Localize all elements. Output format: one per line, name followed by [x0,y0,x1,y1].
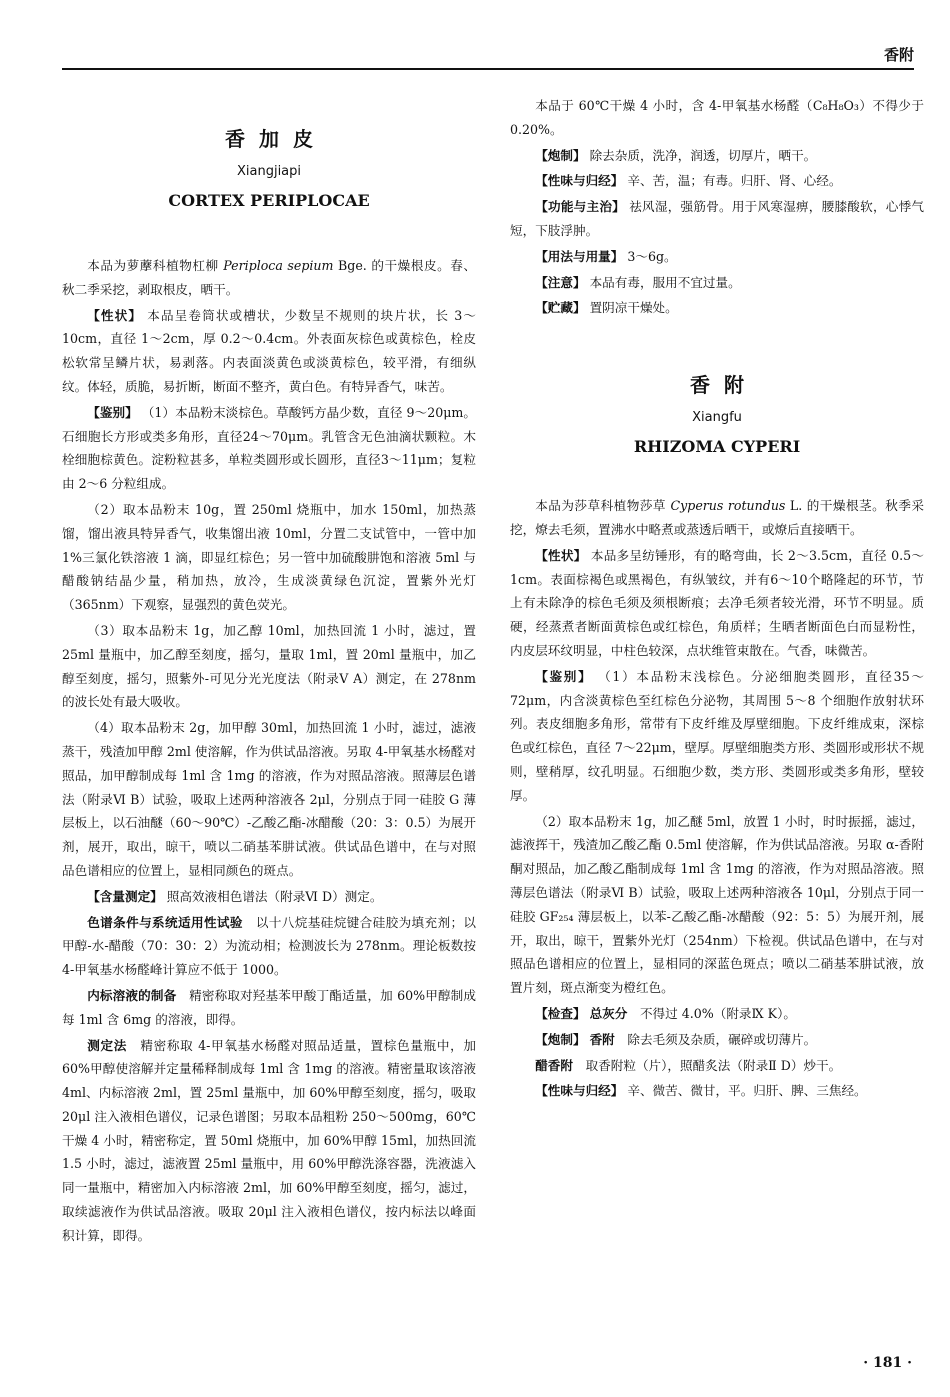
internal-standard-paragraph: 内标溶液的制备 精密称取对羟基苯甲酸丁酯适量，加 60%甲醇制成每 1ml 含 6mg 的溶液，即得。 [62,987,477,1027]
identification-paragraph: （2）取本品粉末 1g，加乙醚 5ml，放置 1 小时，时时振摇，滤过，滤液挥干，残渣加乙酸乙酯 0.5ml 使溶解，作为供试品溶液。另取 α-香附酮对照品，加乙酸乙酯制成每 1ml 含 1mg 的溶液，作为对照品溶液。照薄层色谱法（附录Ⅵ B）试验，吸取上述两种溶液各 10μl，分别点于同一硅胶 GF₂₅₄ 薄层板上，以苯-乙酸乙酯-冰醋酸（92：5：5）为展开剂，展开，取出，晾干，置紫外光灯（254nm）下检视。供试品色谱中，在与对照品色谱相应的位置上，显相同的深蓝色斑点；喷以二硝基苯肼试液，放置片刻，斑点渐变为橙红色。 [510,813,924,996]
running-header: 香附 [883,46,914,64]
chromatography-paragraph: 色谱条件与系统适用性试验 以十八烷基硅烷键合硅胶为填充剂；以甲醇-水-醋酸（70：30：2）为流动相；检测波长为 278nm。理论板数按 4-甲氧基水杨醛峰计算应不低于 1000。 [62,914,477,978]
nature-paragraph: 【性味与归经】 辛、苦，温；有毒。归肝、肾、心经。 [535,173,842,189]
monograph-heading [510,370,924,458]
procedure-paragraph: 测定法 精密称取 4-甲氧基水杨醛对照品适量，置棕色量瓶中，加 60%甲醇使溶解并定量稀释制成每 1ml 含 1mg 的溶液。精密量取该溶液 4ml、内标溶液 2ml，置 25ml 量瓶中，加 60%甲醇至刻度，摇匀，吸取 20μl 注入液相色谱仪，记录色谱图；另取本品粗粉 250～500mg，60℃干燥 4 小时，精密称定，置 50ml 烧瓶中，加 60%甲醇 15ml，加热回流 1.5 小时，滤过，滤液置 25ml 量瓶中，用 60%甲醇洗涤容器，洗液滤入同一量瓶中，精密加入内标溶液 2ml，加 60%甲醇至刻度，摇匀，滤过，取续滤液作为供试品溶液。吸取 20μl 注入液相色谱仪，按内标法以峰面积计算，即得。 [62,1037,476,1243]
monograph-latin-name: RHIZOMA CYPERI [633,437,801,457]
intro-paragraph: 本品为莎草科植物莎草 Cyperus rotundus L. 的干燥根茎。秋季采挖，燎去毛须，置沸水中略煮或蒸透后晒干，或燎后直接晒干。 [510,498,924,537]
identification-paragraph: 【鉴别】 （1）本品粉末浅棕色。分泌细胞类圆形，直径35～72μm，内含淡黄棕色至红棕色分泌物，其周围 5～8 个细胞作放射状环列。表皮细胞多角形，常带有下皮纤维及厚壁细胞。下皮纤维成束，深棕色或红棕色，直径 7～22μm，壁厚。厚壁细胞类方形、类圆形或形状不规则，壁稍厚，纹孔明显。石细胞少数，类方形、类圆形或类多角形，壁较厚。 [510,668,925,803]
description-paragraph: 【性状】 本品呈卷筒状或槽状，少数呈不规则的块片状，长 3～10cm，直径 1～2cm，厚 0.2～0.4cm。外表面灰棕色或黄棕色，栓皮松软常呈鳞片状，易剥落。内表面淡黄色或淡黄棕色，较平滑，有细纵纹。体轻，质脆，易折断，断面不整齐，黄白色。有特异香气，味苦。 [62,307,476,394]
monograph-title-cn: 香加皮 [225,127,327,151]
monograph-pinyin: Xiangfu [692,410,742,426]
page-number: · 181 · [863,1355,912,1371]
nature-paragraph: 【性味与归经】 辛、微苦、微甘，平。归肝、脾、三焦经。 [535,1083,867,1099]
left-column [62,124,476,1250]
identification-paragraph: （4）取本品粉末 2g，加甲醇 30ml，加热回流 1 小时，滤过，滤液蒸干，残渣加甲醇 2ml 使溶解，作为供试品溶液。另取 4-甲氧基水杨醛对照品，加甲醇制成每 1ml 含 1mg 的溶液，作为对照品溶液。照薄层色谱法（附录Ⅵ B）试验，吸取上述两种溶液各 2μl，分别点于同一硅胶 G 薄层板上，以石油醚（60～90℃）-乙酸乙酯-冰醋酸（20：3：0.5）为展开剂，展开，取出，晾干，喷以二硝基苯肼试液。供试品色谱中，在与对照品色谱相应的位置上，显相同颜色的斑点。 [62,720,476,878]
inspection-paragraph: 【检查】 总灰分 不得过 4.0%（附录Ⅸ K）。 [535,1005,796,1021]
storage-paragraph: 【贮藏】 置阴凉干燥处。 [535,300,678,316]
identification-paragraph: （2）取本品粉末 10g，置 250ml 烧瓶中，加水 150ml，加热蒸馏，馏出液具特异香气，收集馏出液 10ml，分置二支试管中，一管中加 1%三氯化铁溶液 1 滴，即显红棕色；另一管中加硫酸肼饱和溶液 5ml 与醋酸钠结晶少量，稍加热，放冷，生成淡黄绿色沉淀，置紫外光灯（365nm）下观察，显强烈的黄色荧光。 [62,501,476,613]
processing-paragraph: 【炮制】 香附 除去毛须及杂质，碾碎或切薄片。 [535,1031,817,1047]
processing-paragraph: 【炮制】 除去杂质，洗净，润透，切厚片，晒干。 [535,147,817,163]
assay-paragraph: 【含量测定】 照高效液相色谱法（附录Ⅵ D）测定。 [87,888,383,904]
vinegar-processing-paragraph: 醋香附 取香附粒（片），照醋炙法（附录Ⅱ D）炒干。 [535,1057,842,1073]
assay-limit-paragraph: 本品于 60℃干燥 4 小时，含 4-甲氧基水杨醛（C₈H₈O₃）不得少于 0.20%。 [510,98,924,137]
caution-paragraph: 【注意】 本品有毒，服用不宜过量。 [535,274,741,290]
intro-paragraph: 本品为萝藦科植物杠柳 Periploca sepium Bge. 的干燥根皮。春、秋二季采挖，剥取根皮，晒干。 [62,258,476,297]
identification-paragraph: （3）取本品粉末 1g，加乙醇 10ml，加热回流 1 小时，滤过，置 25ml 量瓶中，加乙醇至刻度，摇匀，量取 1ml，置 20ml 量瓶中，加乙醇至刻度，摇匀，照紫外-可见分光光度法（附录Ⅴ A）测定，在 278nm 的波长处有最大吸收。 [62,622,476,710]
monograph-title-cn: 香附 [690,373,758,398]
description-paragraph: 【性状】 本品多呈纺锤形，有的略弯曲，长 2～3.5cm，直径 0.5～1cm。表面棕褐色或黑褐色，有纵皱纹，并有6～10个略隆起的环节，节上有未除净的棕色毛须及须根断痕；去净毛须者较光滑，环节不明显。质硬，经蒸煮者断面黄棕色或红棕色，角质样；生晒者断面色白而显粉性，内皮层环纹明显，中柱色较深，点状维管束散在。气香，味微苦。 [510,547,924,658]
monograph-heading [62,124,476,212]
header-rule [62,68,914,70]
monograph-latin-name: CORTEX PERIPLOCAE [168,191,370,210]
right-column [510,94,924,1105]
monograph-pinyin: Xiangjiapi [236,164,302,179]
dosage-paragraph: 【用法与用量】 3～6g。 [535,248,677,264]
identification-paragraph: 【鉴别】 （1）本品粉末淡棕色。草酸钙方晶少数，直径 9～20μm。石细胞长方形或类多角形，直径24～70μm。乳管含无色油滴状颗粒。木栓细胞棕黄色。淀粉粒甚多，单粒类圆形或长圆形，直径3～11μm；复粒由 2～6 分粒组成。 [62,404,476,492]
function-paragraph: 【功能与主治】 祛风湿，强筋骨。用于风寒湿痹，腰膝酸软，心悸气短，下肢浮肿。 [510,199,925,238]
